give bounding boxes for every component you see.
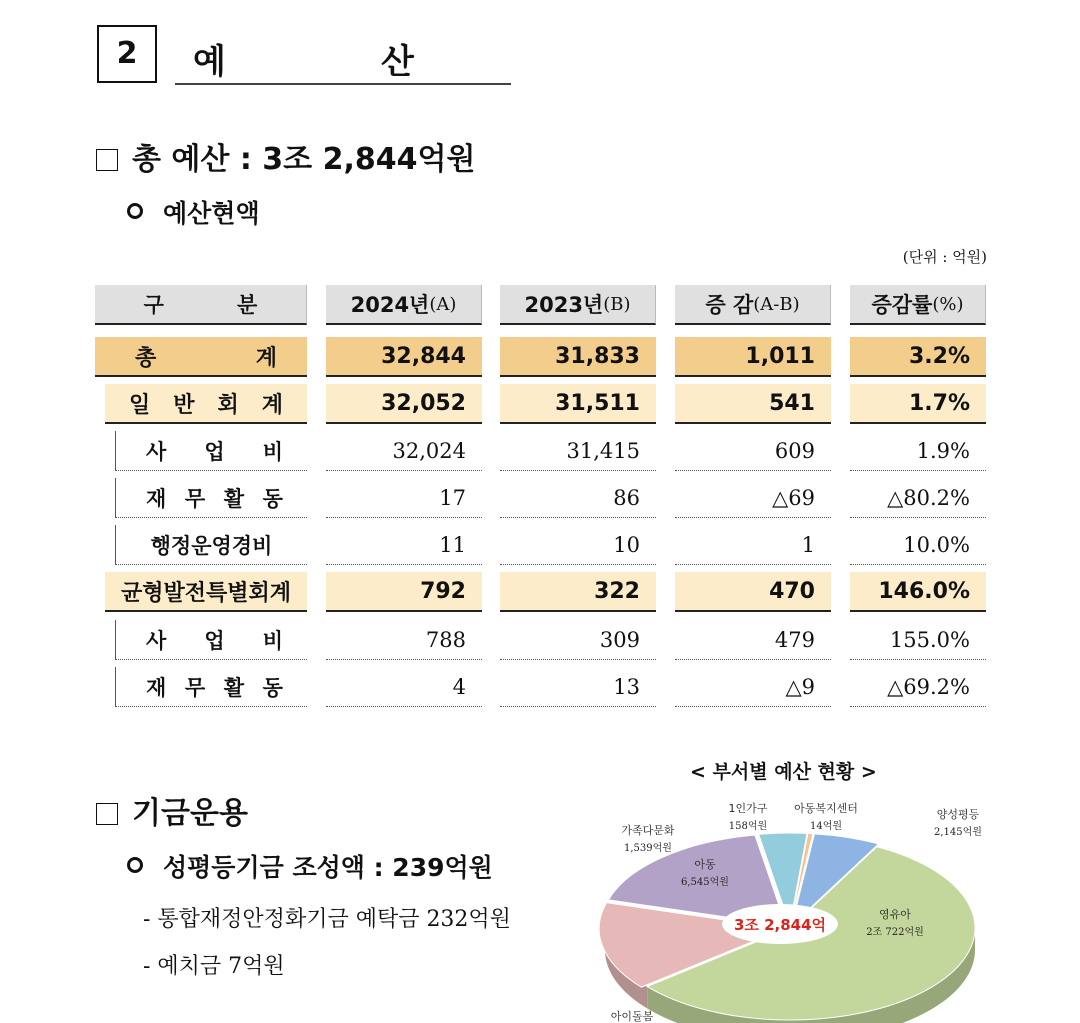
row-label-char: 비 bbox=[262, 439, 283, 464]
fund-heading bbox=[96, 788, 248, 832]
table-cell: 32,052 bbox=[326, 384, 482, 424]
table-cell: 470 bbox=[675, 572, 831, 612]
row-label-char: 균형발전특별회계 bbox=[120, 580, 292, 606]
section-number: 2 bbox=[97, 25, 157, 83]
table-cell: 541 bbox=[675, 384, 831, 424]
table-cell: 1.7% bbox=[850, 384, 986, 424]
pie-label-name: 1인가구 bbox=[728, 802, 768, 815]
pie-label-name: 아동복지센터 bbox=[794, 802, 858, 815]
table-cell: 86 bbox=[500, 478, 656, 518]
table-cell: 479 bbox=[675, 620, 831, 660]
table-cell: 155.0% bbox=[850, 620, 986, 660]
table-cell: 10.0% bbox=[850, 525, 986, 565]
table-cell: 322 bbox=[500, 572, 656, 612]
header-main: 구 분 bbox=[143, 293, 258, 317]
section-title-a: 예 bbox=[193, 42, 228, 82]
row-label-char: 반 bbox=[173, 392, 195, 418]
table-cell: 32,024 bbox=[326, 431, 482, 471]
checkbox-square-icon bbox=[96, 803, 118, 825]
row-label bbox=[115, 667, 307, 707]
table-cell: 309 bbox=[500, 620, 656, 660]
table-cell: 10 bbox=[500, 525, 656, 565]
header-main: 2024년 bbox=[350, 293, 430, 317]
table-cell: 1.9% bbox=[850, 431, 986, 471]
pie-label-name: 가족다문화 bbox=[621, 824, 675, 837]
table-header-3 bbox=[675, 285, 831, 325]
section-underline bbox=[175, 83, 511, 85]
header-main: 2023년 bbox=[524, 293, 604, 317]
table-cell: 32,844 bbox=[326, 337, 482, 377]
pie-label-value: 1,539억원 bbox=[624, 843, 672, 854]
row-label-char: 계 bbox=[261, 392, 283, 418]
table-cell: △80.2% bbox=[850, 478, 986, 518]
row-label-char: 사 bbox=[146, 628, 167, 653]
circle-bullet-icon bbox=[127, 203, 143, 219]
table-header-1 bbox=[326, 285, 482, 325]
checkbox-square-icon bbox=[96, 149, 118, 171]
row-label-char: 총 bbox=[135, 345, 157, 371]
header-main: 증 감 bbox=[705, 293, 754, 317]
row-label bbox=[95, 337, 307, 377]
fund-item: - 통합재정안정화기금 예탁금 232억원 bbox=[143, 907, 511, 932]
table-cell: 609 bbox=[675, 431, 831, 471]
row-label-char: 일 bbox=[129, 392, 151, 418]
row-label-char: 회 bbox=[217, 392, 239, 418]
fund-item: - 예치금 7억원 bbox=[143, 954, 285, 979]
circle-bullet-icon bbox=[127, 857, 143, 873]
section-title-b: 산 bbox=[381, 42, 416, 82]
pie-label-value: 6,545억원 bbox=[681, 877, 729, 888]
pie-label-value: 2,145억원 bbox=[934, 827, 982, 838]
row-label bbox=[115, 478, 307, 518]
chart-title: < 부서별 예산 현황 > bbox=[690, 761, 877, 783]
row-label bbox=[105, 384, 307, 424]
row-label-char: 사 bbox=[146, 439, 167, 464]
unit-note: (단위 : 억원) bbox=[902, 248, 987, 266]
table-cell: 788 bbox=[326, 620, 482, 660]
total-budget-heading bbox=[96, 134, 475, 178]
row-label-char: 동 bbox=[262, 486, 283, 511]
fund-title: 기금운용 bbox=[132, 796, 248, 831]
row-label bbox=[105, 572, 307, 612]
row-label-char: 업 bbox=[204, 628, 225, 653]
header-suffix: (B) bbox=[603, 293, 631, 315]
fund-subheading-text: 성평등기금 조성액 : 239억원 bbox=[163, 853, 493, 882]
row-label-char: 동 bbox=[262, 675, 283, 700]
center-label: 3조 2,844억 bbox=[733, 916, 827, 934]
row-label-char: 행정운영경비 bbox=[150, 533, 273, 558]
row-label-char: 비 bbox=[262, 628, 283, 653]
row-label-char: 재 bbox=[146, 675, 167, 700]
pie-label-name: 영유아 bbox=[879, 908, 911, 921]
header-suffix: (A) bbox=[429, 293, 457, 315]
row-label-char: 무 bbox=[184, 675, 206, 700]
pie-label-value: 2조 722억원 bbox=[866, 927, 924, 938]
table-cell: 11 bbox=[326, 525, 482, 565]
table-header-2 bbox=[500, 285, 656, 325]
row-label bbox=[115, 525, 307, 565]
table-cell: 13 bbox=[500, 667, 656, 707]
department-budget-pie-chart bbox=[590, 790, 990, 1023]
section-title bbox=[193, 34, 416, 83]
row-label-char: 재 bbox=[146, 486, 167, 511]
row-label-char: 업 bbox=[204, 439, 225, 464]
table-cell: △69.2% bbox=[850, 667, 986, 707]
table-cell: △9 bbox=[675, 667, 831, 707]
pie-label-name: 아동 bbox=[694, 858, 716, 871]
header-main: 증감률 bbox=[871, 293, 933, 317]
row-label-char: 활 bbox=[223, 486, 245, 511]
budget-subheading-text: 예산현액 bbox=[163, 199, 260, 228]
table-cell: 17 bbox=[326, 478, 482, 518]
table-cell: 146.0% bbox=[850, 572, 986, 612]
table-cell: 31,511 bbox=[500, 384, 656, 424]
table-cell: 3.2% bbox=[850, 337, 986, 377]
total-budget-text: 총 예산 : 3조 2,844억원 bbox=[132, 142, 476, 177]
table-cell: 1,011 bbox=[675, 337, 831, 377]
table-cell: 1 bbox=[675, 525, 831, 565]
header-suffix: (%) bbox=[932, 293, 964, 315]
table-cell: △69 bbox=[675, 478, 831, 518]
pie-label-name: 양성평등 bbox=[936, 808, 980, 821]
pie-label-value: 158억원 bbox=[728, 821, 768, 832]
table-cell: 31,415 bbox=[500, 431, 656, 471]
table-header-0 bbox=[95, 285, 307, 325]
table-cell: 31,833 bbox=[500, 337, 656, 377]
pie-label-value: 14억원 bbox=[809, 821, 843, 832]
table-cell: 792 bbox=[326, 572, 482, 612]
header-suffix: (A-B) bbox=[753, 293, 800, 315]
row-label bbox=[115, 431, 307, 471]
row-label-char: 무 bbox=[184, 486, 206, 511]
row-label bbox=[115, 620, 307, 660]
row-label-char: 활 bbox=[223, 675, 245, 700]
pie-label-name: 아이돌봄 bbox=[610, 1010, 654, 1023]
table-cell: 4 bbox=[326, 667, 482, 707]
fund-subheading bbox=[127, 848, 493, 884]
table-header-4 bbox=[850, 285, 986, 325]
row-label-char: 계 bbox=[255, 345, 277, 371]
budget-subheading bbox=[127, 194, 260, 230]
